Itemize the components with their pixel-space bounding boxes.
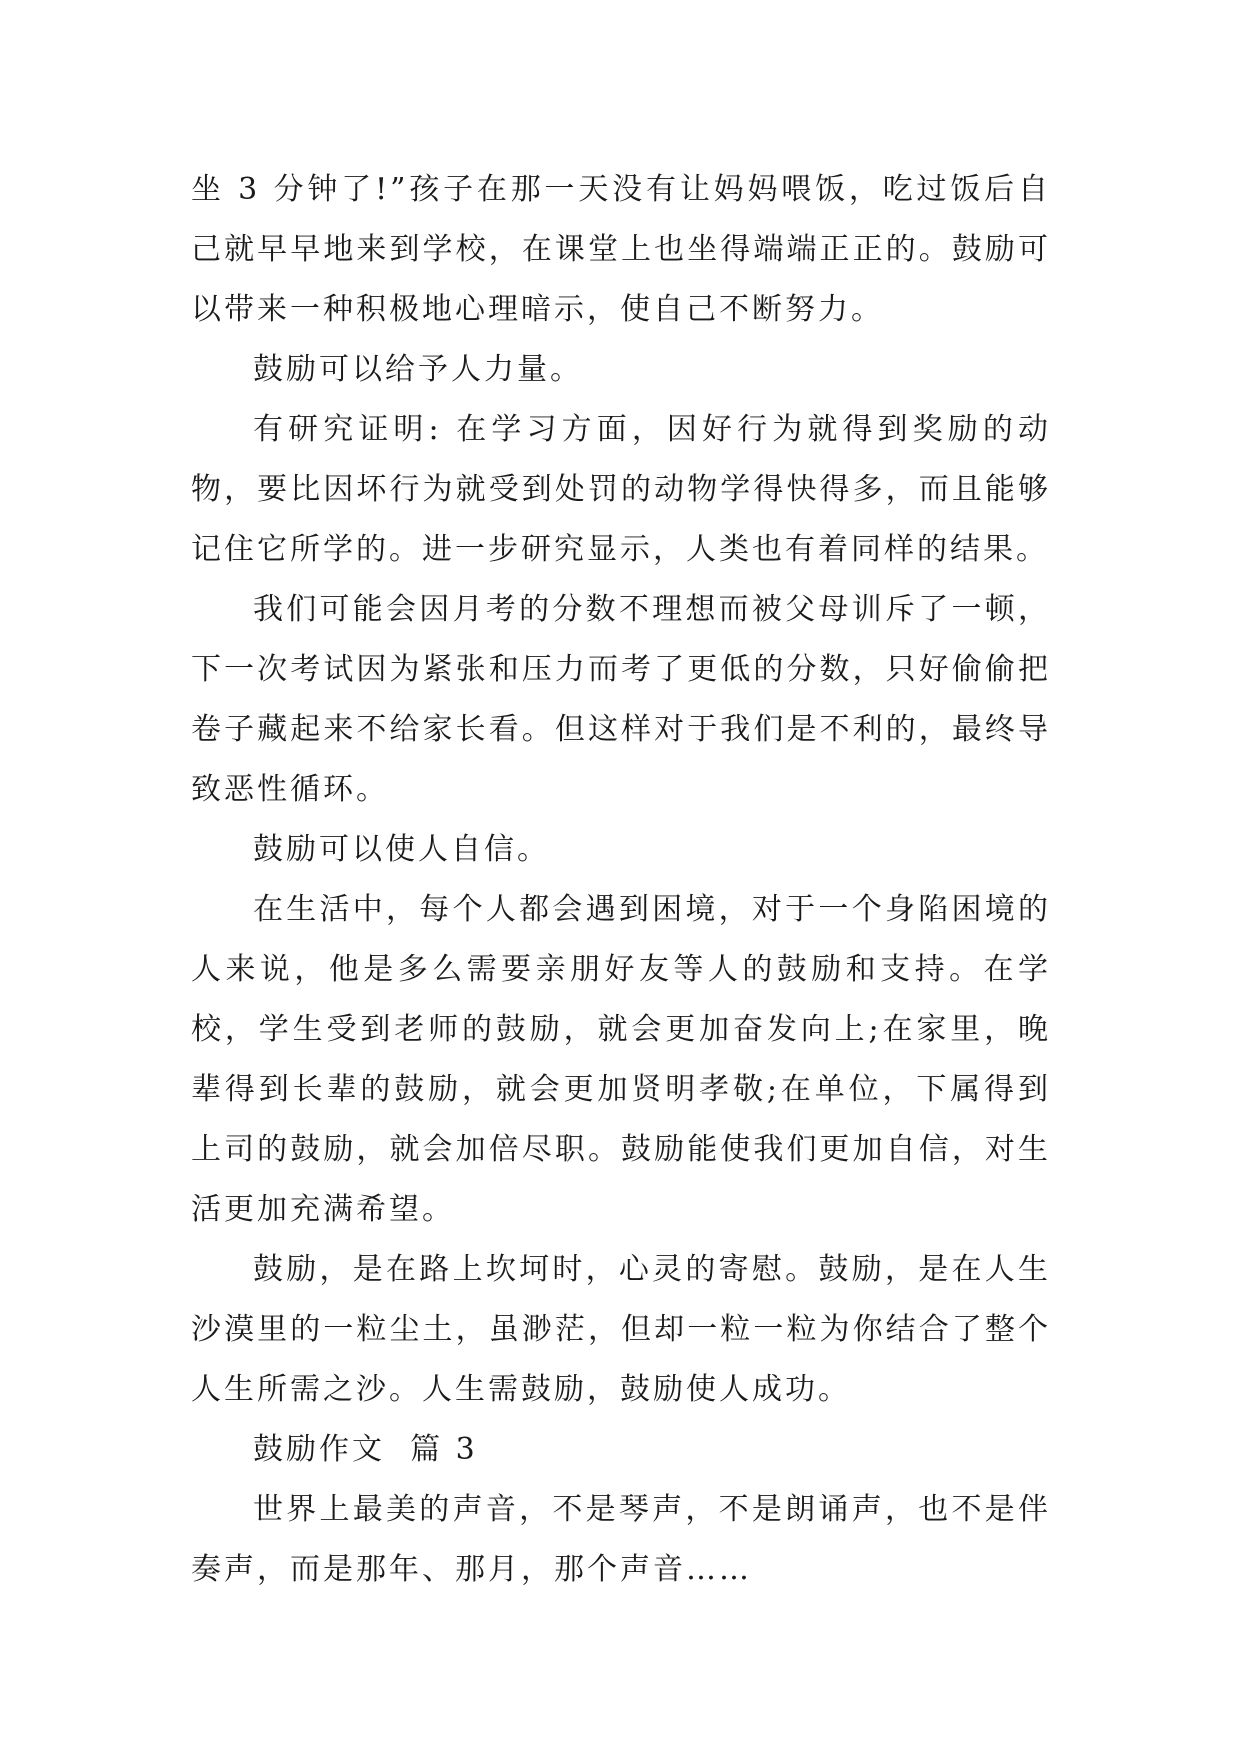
paragraph-7: 鼓励，是在路上坎坷时，心灵的寄慰。鼓励，是在人生沙漠里的一粒尘土，虽渺茫，但却一粒一粒为你结合了整个人生所需之沙。人生需鼓励，鼓励使人成功。 [191,1252,1051,1407]
paragraph-3: 有研究证明: 在学习方面，因好行为就得到奖励的动物，要比因坏行为就受到处罚的动物学得快得多，而且能够记住它所学的。进一步研究显示，人类也有着同样的结果。 [191,412,1051,567]
document-body [191,160,1051,1600]
paragraph-5: 鼓励可以使人自信。 [253,832,550,867]
paragraph-8: 世界上最美的声音，不是琴声，不是朗诵声，也不是伴奏声，而是那年、那月，那个声音…… [191,1492,1051,1587]
paragraph-1: 坐 3 分钟了!”孩子在那一天没有让妈妈喂饭，吃过饭后自己就早早地来到学校，在课堂上也坐得端端正正的。鼓励可以带来一种积极地心理暗示，使自己不断努力。 [191,172,1051,327]
paragraph-4: 我们可能会因月考的分数不理想而被父母训斥了一顿，下一次考试因为紧张和压力而考了更低的分数，只好偷偷把卷子藏起来不给家长看。但这样对于我们是不利的，最终导致恶性循环。 [191,592,1051,807]
paragraph-2: 鼓励可以给予人力量。 [253,352,583,387]
paragraph-6: 在生活中，每个人都会遇到困境，对于一个身陷困境的人来说，他是多么需要亲朋好友等人的鼓励和支持。在学校，学生受到老师的鼓励，就会更加奋发向上;在家里，晚辈得到长辈的鼓励，就会更加贤明孝敬;在单位，下属得到上司的鼓励，就会加倍尽职。鼓励能使我们更加自信，对生活更加充满希望。 [191,892,1051,1227]
section-heading: 鼓励作文 篇 3 [253,1432,478,1467]
